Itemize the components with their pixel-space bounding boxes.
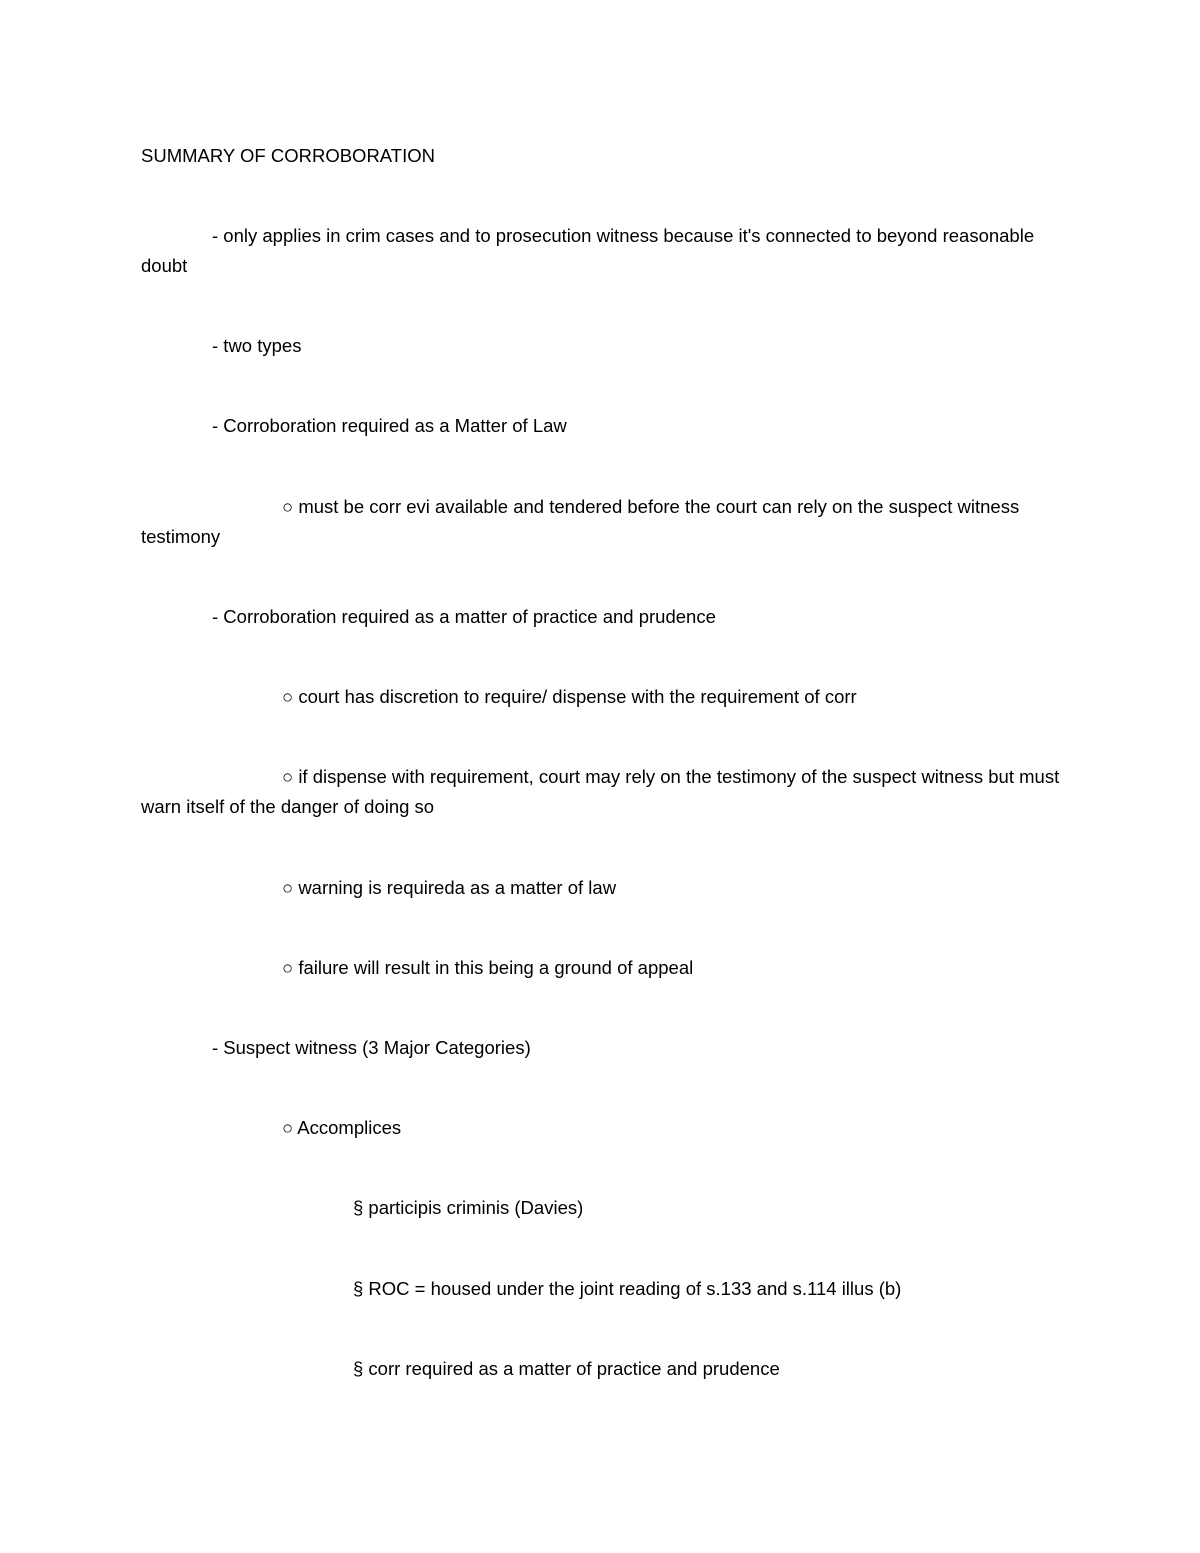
paragraph-matter-of-law: - Corroboration required as a Matter of Law [212,415,567,436]
paragraph-practice-prudence: - Corroboration required as a matter of practice and prudence [212,606,716,627]
paragraph-crim-cases: - only applies in crim cases and to prosecution witness because it's connected to beyond reasonable doubt [141,225,1035,276]
paragraph-two-types: - two types [212,335,302,356]
paragraph-accomplices: ○ Accomplices [282,1117,402,1138]
paragraph-discretion: ○ court has discretion to require/ dispense with the requirement of corr [282,686,857,707]
paragraph-corr-evi: ○ must be corr evi available and tendered before the court can rely on the suspect witness testimony [141,496,1020,547]
paragraph-roc: § ROC = housed under the joint reading of s.133 and s.114 illus (b) [353,1278,902,1299]
paragraph-warning: ○ warning is requireda as a matter of law [282,877,617,898]
paragraph-corr-required: § corr required as a matter of practice and prudence [353,1358,780,1379]
paragraph-dispense: ○ if dispense with requirement, court may rely on the testimony of the suspect witness but must warn itself of the danger of doing so [141,766,1060,817]
document-title: SUMMARY OF CORROBORATION [141,145,435,166]
paragraph-failure: ○ failure will result in this being a ground of appeal [282,957,694,978]
paragraph-suspect-witness: - Suspect witness (3 Major Categories) [212,1037,531,1058]
paragraph-participis: § participis criminis (Davies) [353,1197,584,1218]
